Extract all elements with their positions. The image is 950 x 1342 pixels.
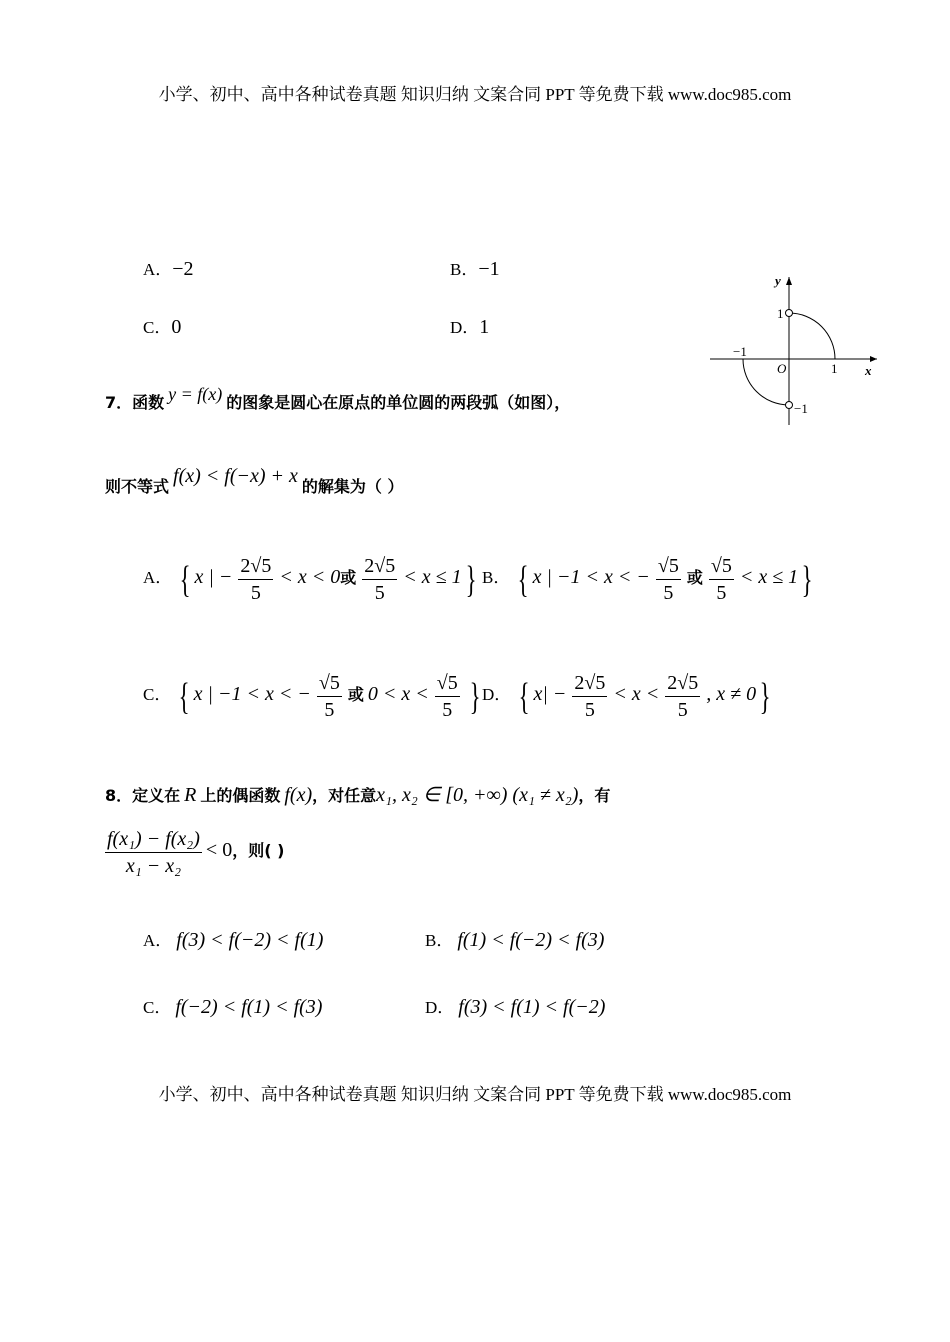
brace-right: } (469, 675, 481, 718)
numerator: √5 (709, 553, 734, 580)
y-tick-1: 1 (777, 306, 784, 321)
fraction (656, 553, 681, 606)
denominator: 5 (716, 582, 727, 604)
q7-stem-text: 的解集为（ ） (301, 477, 404, 496)
option-label: D． (482, 685, 512, 705)
q6-option-d (450, 313, 489, 339)
math: x | −1 < x < − (193, 683, 311, 706)
fraction (435, 670, 460, 723)
q8-stem-line2 (105, 826, 284, 879)
brace-right: } (465, 558, 477, 601)
denominator: 5 (677, 699, 688, 721)
option-value: −2 (172, 258, 194, 280)
math: x | − (194, 566, 233, 589)
q8-stem-text: ，对任意 (312, 786, 377, 805)
option-label: B． (482, 568, 511, 588)
math: f(x) (284, 784, 313, 806)
q7-option-d (482, 670, 774, 723)
open-point-bottom (786, 402, 793, 409)
math: R (184, 784, 197, 806)
or-word: 或 (686, 568, 703, 588)
x-tick-1: 1 (831, 361, 838, 376)
denominator: 5 (324, 699, 335, 721)
brace-left: { (179, 558, 191, 601)
fraction (572, 670, 607, 723)
numerator: 2√5 (572, 670, 607, 697)
option-value: f(3) < f(1) < f(−2) (458, 996, 606, 1018)
q7-inequality: f(x) < f(−x) + x (173, 465, 298, 487)
numerator: 2√5 (362, 553, 397, 580)
x-axis-arrow-icon (870, 356, 877, 362)
q7-option-b (482, 553, 816, 606)
denominator: 5 (584, 699, 595, 721)
numerator: √5 (317, 670, 342, 697)
brace-left: { (517, 558, 529, 601)
math: x| − (533, 683, 567, 706)
q8-option-a (143, 926, 323, 952)
option-label: A． (143, 568, 173, 588)
q7-stem-line2 (105, 465, 403, 497)
x-label: x (865, 363, 872, 378)
q8-option-b (425, 926, 604, 952)
math: , x ≠ 0 (706, 683, 757, 706)
or-word: 或 (340, 568, 357, 588)
option-value: f(3) < f(−2) < f(1) (176, 929, 324, 951)
unit-circle-arcs-graph (705, 265, 885, 430)
q7-stem-text: 则不等式 (105, 477, 170, 496)
math: x₁, x₂ ∈ [0, +∞) (x₁ ≠ x₂) (376, 784, 579, 806)
math: 0 < x < (367, 683, 429, 706)
denominator: 5 (442, 699, 453, 721)
y-axis-arrow-icon (786, 277, 792, 285)
q8-stem-line1 (105, 782, 610, 807)
option-label: B． (425, 931, 454, 950)
numerator: f(x₁) − f(x₂) (105, 826, 202, 853)
q8-option-d (425, 993, 605, 1019)
math: x | −1 < x < − (532, 566, 650, 589)
math: < x ≤ 1 (739, 566, 799, 589)
option-label: D． (450, 318, 480, 337)
numerator: 2√5 (665, 670, 700, 697)
fraction (362, 553, 397, 606)
q8-stem-text: 上的偶函数 (200, 786, 281, 805)
denominator: 5 (374, 582, 385, 604)
denominator: 5 (663, 582, 674, 604)
option-value: 1 (479, 316, 490, 338)
brace-right: } (759, 675, 771, 718)
fraction (238, 553, 273, 606)
brace-left: { (178, 675, 190, 718)
y-tick-neg1: −1 (794, 401, 808, 416)
math: < x < (613, 683, 660, 706)
q6-option-a (143, 255, 194, 281)
option-value: f(1) < f(−2) < f(3) (457, 929, 605, 951)
brace-right: } (801, 558, 813, 601)
q7-option-c (143, 670, 484, 723)
q7-stem-text: 的图象是圆心在原点的单位圆的两段弧（如图）， (226, 393, 571, 412)
option-label: A． (143, 931, 173, 950)
brace-left: { (518, 675, 530, 718)
q7-option-a (143, 553, 480, 606)
or-word: 或 (347, 685, 364, 705)
option-value: −1 (478, 258, 500, 280)
option-label: B． (450, 260, 479, 279)
fraction (105, 826, 202, 879)
x-tick-neg1: −1 (733, 344, 747, 359)
q7-stem-line1 (105, 384, 570, 413)
page-header: 小学、初中、高中各种试卷真题 知识归纳 文案合同 PPT 等免费下载 www.doc985.com (158, 85, 792, 104)
math: < x ≤ 1 (403, 566, 462, 589)
page-footer: 小学、初中、高中各种试卷真题 知识归纳 文案合同 PPT 等免费下载 www.doc985.com (158, 1085, 792, 1104)
denominator: 5 (250, 582, 261, 604)
q8-stem-text: ，有 (578, 786, 611, 805)
q7-function: y = f(x) (168, 384, 223, 404)
q7-number: 7．函数 (105, 393, 165, 412)
q8-option-c (143, 993, 322, 1019)
numerator: √5 (656, 553, 681, 580)
q8-number: 8．定义在 (105, 786, 181, 805)
denominator: x₁ − x₂ (125, 855, 182, 877)
fraction (709, 553, 734, 606)
option-label: C． (143, 998, 172, 1017)
fraction (317, 670, 342, 723)
fraction (665, 670, 700, 723)
q8-stem-text: ，则( ) (232, 841, 285, 861)
option-value: f(−2) < f(1) < f(3) (175, 996, 323, 1018)
option-label: C． (143, 685, 172, 705)
option-label: D． (425, 998, 455, 1017)
option-label: A． (143, 260, 173, 279)
numerator: 2√5 (238, 553, 273, 580)
option-value: 0 (171, 316, 182, 338)
open-point-top (786, 310, 793, 317)
math: < x < 0 (279, 566, 341, 589)
origin-label: O (777, 361, 787, 376)
math: < 0 (205, 839, 233, 862)
q6-option-c (143, 313, 181, 339)
numerator: √5 (435, 670, 460, 697)
option-label: C． (143, 318, 172, 337)
arc-upper-right (789, 313, 835, 359)
y-label: y (775, 273, 781, 288)
q6-option-b (450, 255, 500, 281)
